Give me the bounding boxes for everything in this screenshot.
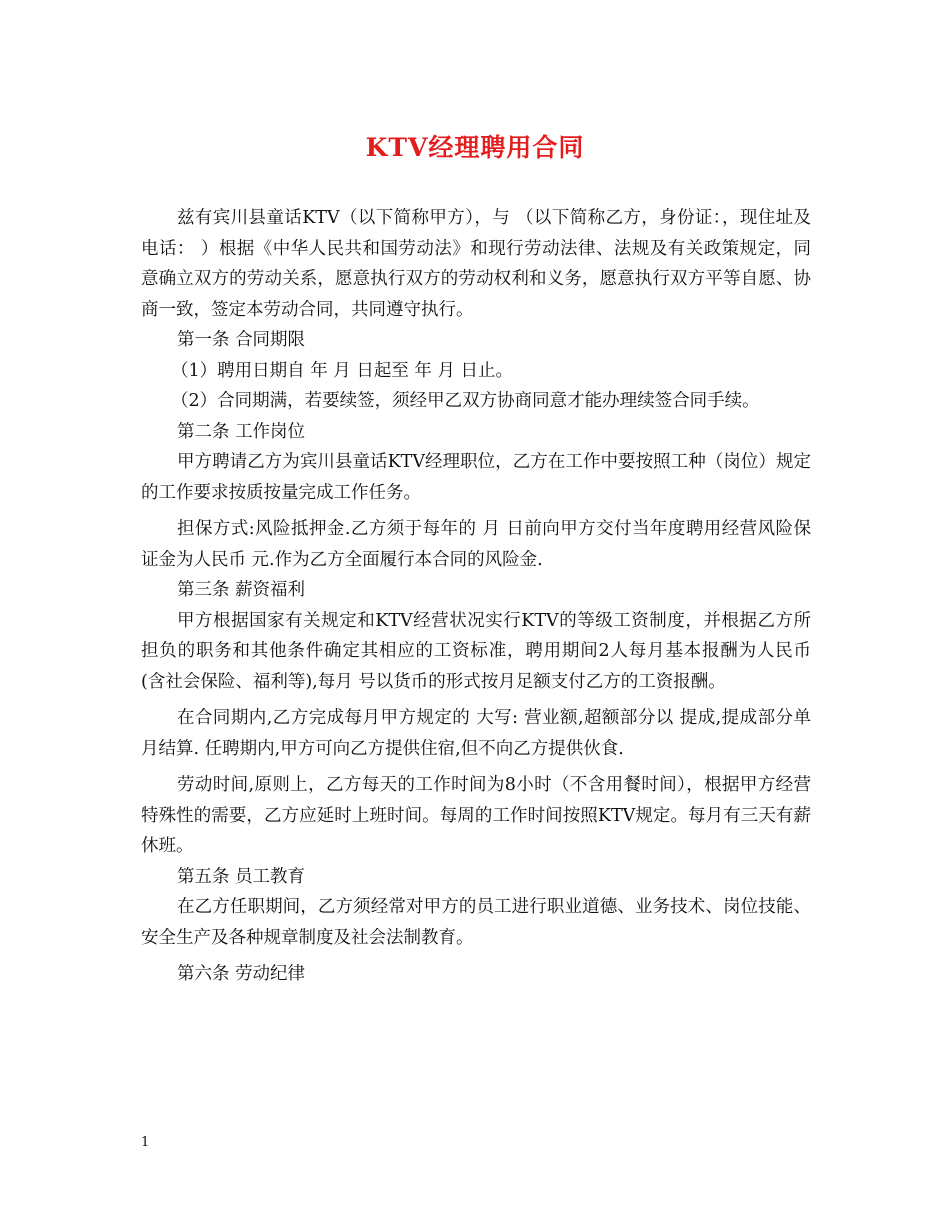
page-number: 1 — [141, 1135, 150, 1150]
section-heading-2: 第二条 工作岗位 — [177, 421, 306, 442]
paragraph-work-hours: 劳动时间,原则上，乙方每天的工作时间为8小时（不含用餐时间），根据甲方经营特殊性的需要，乙方应延时上班时间。每周的工作时间按照KTV规定。每月有三天有薪休班。 — [141, 775, 811, 856]
section-heading-5: 第五条 员工教育 — [177, 866, 306, 887]
paragraph-education: 在乙方任职期间，乙方须经常对甲方的员工进行职业道德、业务技术、岗位技能、安全生产及各种规章制度及社会法制教育。 — [141, 897, 811, 948]
section-heading-6: 第六条 劳动纪律 — [177, 964, 306, 984]
paragraph-position: 甲方聘请乙方为宾川县童话KTV经理职位，乙方在工作中要按照工种（岗位）规定的工作要求按质按量完成工作任务。 — [141, 452, 811, 503]
paragraph-guarantee: 担保方式:风险抵押金.乙方须于每年的 月 日前向甲方交付当年度聘用经营风险保证金为人民币 元.作为乙方全面履行本合同的风险金. — [141, 519, 811, 570]
paragraph-salary: 甲方根据国家有关规定和KTV经营状况实行KTV的等级工资制度，并根据乙方所担负的职务和其他条件确定其相应的工资标准，聘用期间2人每月基本报酬为人民币 (含社会保险、福利等),每月 号以货币的形式按月足额支付乙方的工资报酬。 — [141, 610, 811, 692]
section-heading-3: 第三条 薪资福利 — [177, 580, 306, 600]
section-heading-1: 第一条 合同期限 — [177, 330, 306, 350]
paragraph-commission: 在合同期内,乙方完成每月甲方规定的 大写: 营业额,超额部分以 提成,提成部分单月结算. 任聘期内,甲方可向乙方提供住宿,但不向乙方提供伙食. — [141, 708, 811, 759]
document-body — [141, 203, 811, 990]
clause-term-2: （2）合同期满，若要续签，须经甲乙双方协商同意才能办理续签合同手续。 — [171, 391, 760, 411]
document-title: KTV经理聘用合同 — [365, 133, 585, 162]
paragraph-intro: 兹有宾川县童话KTV（以下简称甲方），与 （以下简称乙方，身份证：，现住址及电话： ）根据《中华人民共和国劳动法》和现行劳动法律、法规及有关政策规定，同意确立双方的劳动关系，愿意执行双方的劳动权利和义务，愿意执行双方平等自愿、协商一致，签定本劳动合同，共同遵守执行。 — [141, 208, 811, 320]
clause-term-1: （1）聘用日期自 年 月 日起至 年 月 日止。 — [171, 360, 514, 381]
